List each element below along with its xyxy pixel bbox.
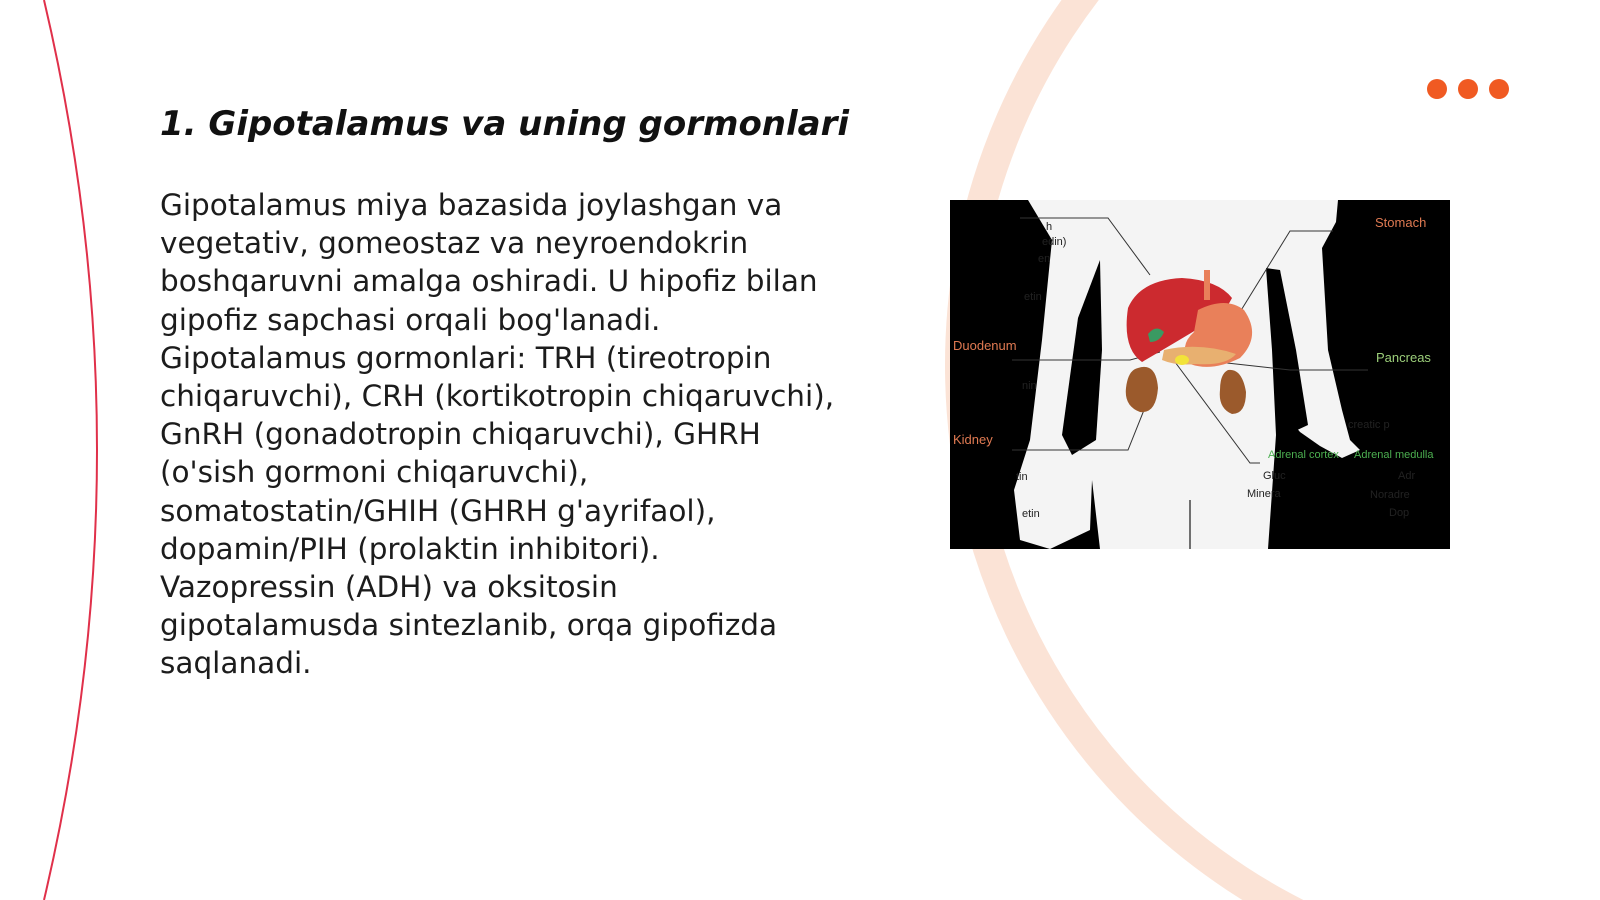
label-partial: Gluc xyxy=(1263,470,1286,482)
body-line: Gipotalamus miya bazasida joylashgan va xyxy=(160,188,783,222)
slide-body-text xyxy=(160,186,860,683)
anatomy-illustration xyxy=(950,200,1450,549)
label-adrenal-medulla: Adrenal medulla xyxy=(1354,449,1434,461)
label-partial: h xyxy=(1046,221,1053,233)
label-kidney: Kidney xyxy=(953,432,993,447)
body-line: (o'sish gormoni chiqaruvchi), xyxy=(160,455,589,490)
label-partial: Adr xyxy=(1398,470,1416,482)
dot xyxy=(1458,79,1478,99)
body-line: Vazopressin (ADH) va oksitosin xyxy=(160,570,618,605)
label-partial: creatic p xyxy=(1348,419,1390,431)
label-adrenal-cortex: Adrenal cortex xyxy=(1268,449,1339,461)
label-partial: nin xyxy=(1022,380,1037,392)
kidney-left xyxy=(1126,367,1158,412)
decorative-left-line xyxy=(44,0,97,900)
label-partial: etin xyxy=(1022,508,1040,520)
body-line: somatostatin/GHIH (GHRH g'ayrifaol), xyxy=(160,493,716,528)
body-line: gipotalamusda sintezlanib, orqa gipofizda xyxy=(160,608,778,643)
dot xyxy=(1427,79,1447,99)
body-line: Gipotalamus gormonlari: TRH (tireotropin xyxy=(160,340,772,375)
adrenal-gland xyxy=(1175,355,1189,365)
body-line: saqlanadi. xyxy=(160,646,312,681)
label-partial: Dop xyxy=(1389,507,1410,519)
body-line: gipofiz sapchasi orqali bog'lanadi. xyxy=(160,302,661,337)
body-line: boshqaruvni amalga oshiradi. U hipofiz bilan xyxy=(160,264,818,299)
label-partial: Noradre xyxy=(1370,489,1410,501)
label-partial: etin xyxy=(1024,291,1042,303)
esophagus xyxy=(1204,270,1210,300)
label-partial: edin) xyxy=(1042,236,1067,248)
anatomy-figure xyxy=(950,200,1450,549)
label-stomach: Stomach xyxy=(1375,215,1427,230)
body-line: vegetativ, gomeostaz va neyroendokrin xyxy=(160,226,749,261)
slide-title: 1. Gipotalamus va uning gormonlari xyxy=(160,104,850,144)
label-partial: en xyxy=(1038,253,1051,265)
menu-dots xyxy=(1427,79,1509,99)
label-partial: tin xyxy=(1016,471,1028,483)
body-line: chiqaruvchi), CRH (kortikotropin chiqaruvchi), xyxy=(160,379,835,414)
body-line: dopamin/PIH (prolaktin inhibitori). xyxy=(160,531,660,566)
label-partial: Minera xyxy=(1247,488,1281,500)
torso-silhouette xyxy=(1014,200,1360,549)
label-duodenum: Duodenum xyxy=(953,338,1017,353)
body-line: GnRH (gonadotropin chiqaruvchi), GHRH xyxy=(160,417,761,452)
dot xyxy=(1489,79,1509,99)
label-pancreas: Pancreas xyxy=(1376,350,1431,365)
